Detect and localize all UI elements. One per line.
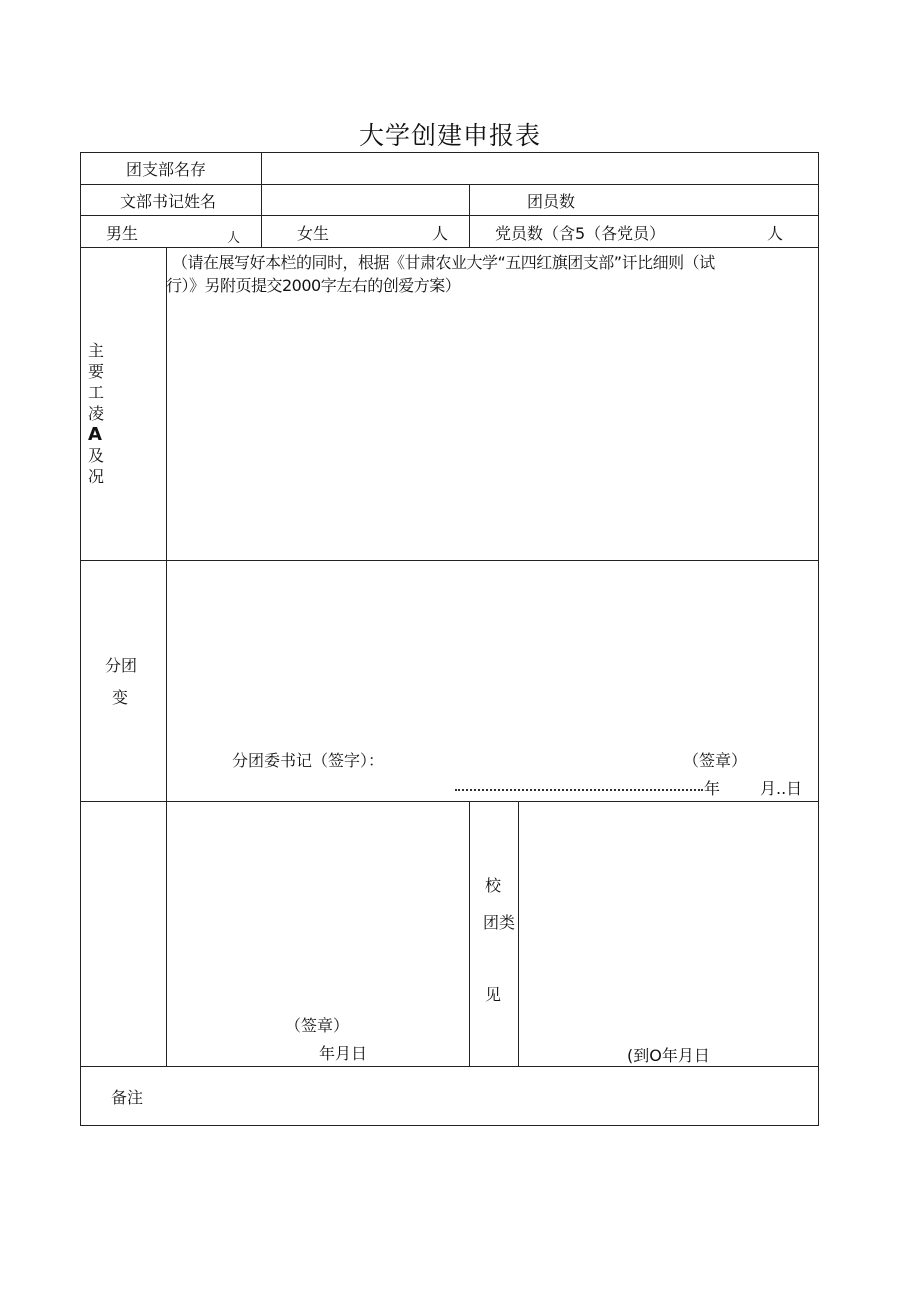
branch-seal-label: （签章） xyxy=(683,751,748,770)
row-divider xyxy=(80,560,819,561)
school-side-label: 见 xyxy=(485,985,502,1004)
female-label: 女生 xyxy=(297,224,330,243)
col-divider xyxy=(261,152,262,248)
work-label-char: A xyxy=(88,424,102,445)
party-member-label: 党员数（含5（各党员） xyxy=(495,224,666,243)
row-divider xyxy=(80,184,819,185)
remarks-field[interactable] xyxy=(167,1068,817,1124)
work-label-char: 及 xyxy=(88,446,105,465)
school-side-label: 团类 xyxy=(483,913,516,932)
row-divider xyxy=(80,1066,819,1067)
col-divider xyxy=(166,247,167,1067)
border-top xyxy=(80,152,819,153)
work-label-char: 主 xyxy=(88,341,105,360)
secretary-name-label: 文部书记姓名 xyxy=(120,192,217,211)
border-left xyxy=(80,152,81,1126)
school-date-right: (到O年月日 xyxy=(627,1046,710,1065)
male-label: 男生 xyxy=(106,224,139,243)
branch-date-dotted-line xyxy=(455,789,703,791)
row-divider xyxy=(80,247,819,248)
school-date-label: 年月日 xyxy=(319,1044,368,1063)
row-divider xyxy=(80,801,819,802)
col-divider xyxy=(518,801,519,1067)
member-count-label: 团员数 xyxy=(527,192,576,211)
school-side-label: 校 xyxy=(485,876,502,895)
work-label-char: 工 xyxy=(88,383,105,402)
party-member-unit: 人 xyxy=(767,224,784,243)
work-instruction-line2: 行）》另附页提交2000字左右的创爱方案） xyxy=(166,276,461,295)
row-divider xyxy=(80,215,819,216)
work-label-char: 况 xyxy=(88,467,105,486)
work-label-char: 要 xyxy=(88,362,105,381)
branch-date-month-day: 月..日 xyxy=(760,779,803,798)
school-seal-label: （签章） xyxy=(285,1016,350,1035)
col-divider xyxy=(469,801,470,1067)
secretary-name-field[interactable] xyxy=(263,186,468,214)
female-unit: 人 xyxy=(432,224,449,243)
branch-date-year: 年 xyxy=(704,779,721,798)
col-divider xyxy=(469,184,470,248)
border-bottom xyxy=(80,1125,819,1126)
work-label-char: 凌 xyxy=(88,404,105,423)
page-title: 大学创建申报表 xyxy=(358,121,541,150)
branch-side-label: 分团 xyxy=(105,656,138,675)
remarks-label: 备注 xyxy=(111,1088,144,1107)
border-right xyxy=(818,152,819,1126)
branch-name-field[interactable] xyxy=(263,154,817,183)
work-instruction-line1: （请在展写好本栏的同时，根据《甘肃农业大学“五四红旗团支部”讦比细则（试 xyxy=(172,253,715,272)
branch-side-label: 变 xyxy=(112,688,129,707)
branch-signature-label: 分团委书记（签字）： xyxy=(232,751,385,770)
male-unit: 人 xyxy=(227,231,241,246)
branch-name-label: 团支部名存 xyxy=(126,160,207,179)
work-side-label xyxy=(88,340,110,487)
